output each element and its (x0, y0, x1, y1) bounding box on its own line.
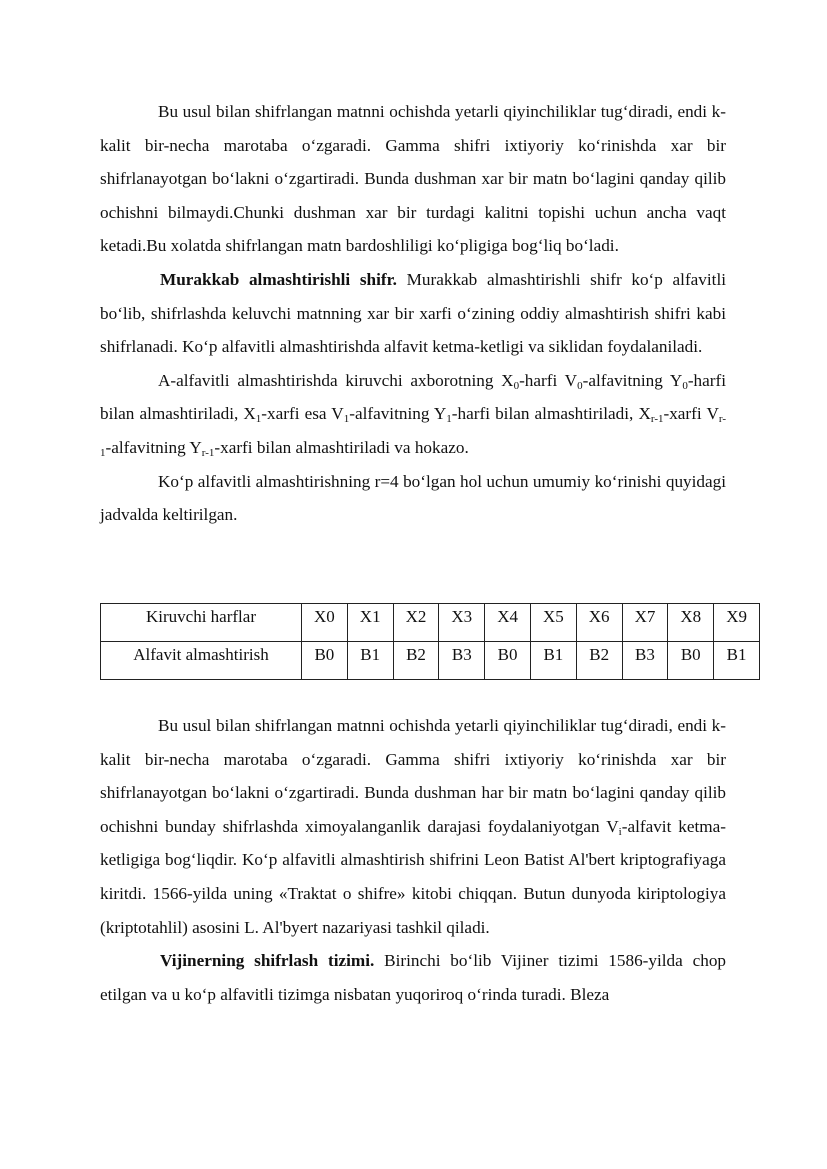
section-text: Birinchi bo‘lib Vijiner tizimi 1586-yilda chop etilgan va u ko‘p alfavitli tizimga nisbatan yuqoriroq o‘rinda turadi. Bleza (100, 951, 727, 1004)
table-row (101, 642, 760, 680)
paragraph-gamma-intro: Bu usul bilan shifrlangan matnni ochishda yetarli qiyinchiliklar tug‘diradi, endi k-kalit bir-necha marotaba o‘zgaradi. Gamma shifri ixtiyoriy ko‘rinishda xar bir shifrlanayotgan bo‘lakni o‘zgartiradi. Bunda dushman xar bir matn bo‘lagini qanday qilib ochishni bilmaydi.Chunki dushman xar bir turdagi kalitni topishi uchun ancha vaqt ketadi.Bu xolatda shifrlangan matn bardoshliligi ko‘pligiga bog‘liq bo‘ladi. (100, 102, 726, 256)
table-cell: B1 (530, 642, 576, 680)
table-cell: X1 (347, 604, 393, 642)
table-cell: B2 (576, 642, 622, 680)
paragraph-table-intro: Ko‘p alfavitli almashtirishning r=4 bo‘lgan hol uchun umumiy ko‘rinishi quyidagi jadvalda keltirilgan. (100, 471, 726, 525)
table-cell: X5 (530, 604, 576, 642)
table-cell: B2 (393, 642, 439, 680)
table-row (101, 604, 760, 642)
alphabet-substitution-table (100, 603, 760, 680)
section-heading-vigenere: Vijinerning shifrlash tizimi. (160, 951, 375, 971)
table-cell: X9 (714, 604, 760, 642)
table-cell: X7 (622, 604, 668, 642)
paragraph-alberti: Bu usul bilan shifrlangan matnni ochishda yetarli qiyinchiliklar tug‘diradi, endi k-kalit bir-necha marotaba o‘zgaradi. Gamma shifri ixtiyoriy ko‘rinishda xar bir shifrlanayotgan bo‘lakni o‘zgartiradi. Bunda dushman har bir matn bo‘lagini qanday qilib ochishni bunday shifrlashda ximoyalanganlik darajasi foydalaniyotgan $V_i$-alfavit ketma-ketligiga bog‘liqdir. Ko‘p alfavitli almashtirish shifrini Leon Batist Al'bert kriptografiyaga kiritdi. 1566-yilda uning «Traktat o shifre» kitobi chiqqan. Butun dunyoda kiriptologiya (kriptotahlil) asosini L. Al'byert nazariyasi tashkil qiladi. (100, 716, 727, 937)
section-heading-complex-substitution: Murakkab almashtirishli shifr. (160, 269, 397, 289)
table-cell: X2 (393, 604, 439, 642)
section-text: Murakkab almashtirishli shifr ko‘p alfavitli bo‘lib, shifrlashda keluvchi matnning xar bir xarfi o‘zining oddiy almashtirish shifri kabi shifrlanadi. Ko‘p alfavitli almashtirishda alfavit ketma-ketligi va siklidan foydalaniladi. (100, 269, 726, 357)
paragraph-vigenere (100, 944, 726, 1011)
table-cell: X8 (668, 604, 714, 642)
text-block-top (100, 95, 726, 532)
table-cell: B1 (714, 642, 760, 680)
paragraph-alphabet-formula: A-alfavitli almashtirishda kiruvchi axborotning $X_0$-harfi $V_0$-alfavitning $Y_0$-harfi bilan almashtiriladi, $X_1$-xarfi esa $V_1$-alfavitning $Y_1$-harfi bilan almashtiriladi, $X_{r-1}$-xarfi $V_{r-1}$-alfavitning $Y_{r-1}$-xarfi bilan almashtiriladi va hokazo. (100, 370, 726, 459)
table-cell: X3 (439, 604, 485, 642)
table-cell: B3 (439, 642, 485, 680)
text-block-bottom (100, 709, 726, 1011)
table-cell: X4 (485, 604, 531, 642)
table-cell: B0 (302, 642, 348, 680)
table-cell: B0 (485, 642, 531, 680)
table-row-label: Alfavit almashtirish (101, 642, 302, 680)
paragraph-complex-substitution (100, 263, 726, 364)
table-cell: X6 (576, 604, 622, 642)
table-row-label: Kiruvchi harflar (101, 604, 302, 642)
table-cell: B1 (347, 642, 393, 680)
table-cell: B3 (622, 642, 668, 680)
table-cell: B0 (668, 642, 714, 680)
table-cell: X0 (302, 604, 348, 642)
